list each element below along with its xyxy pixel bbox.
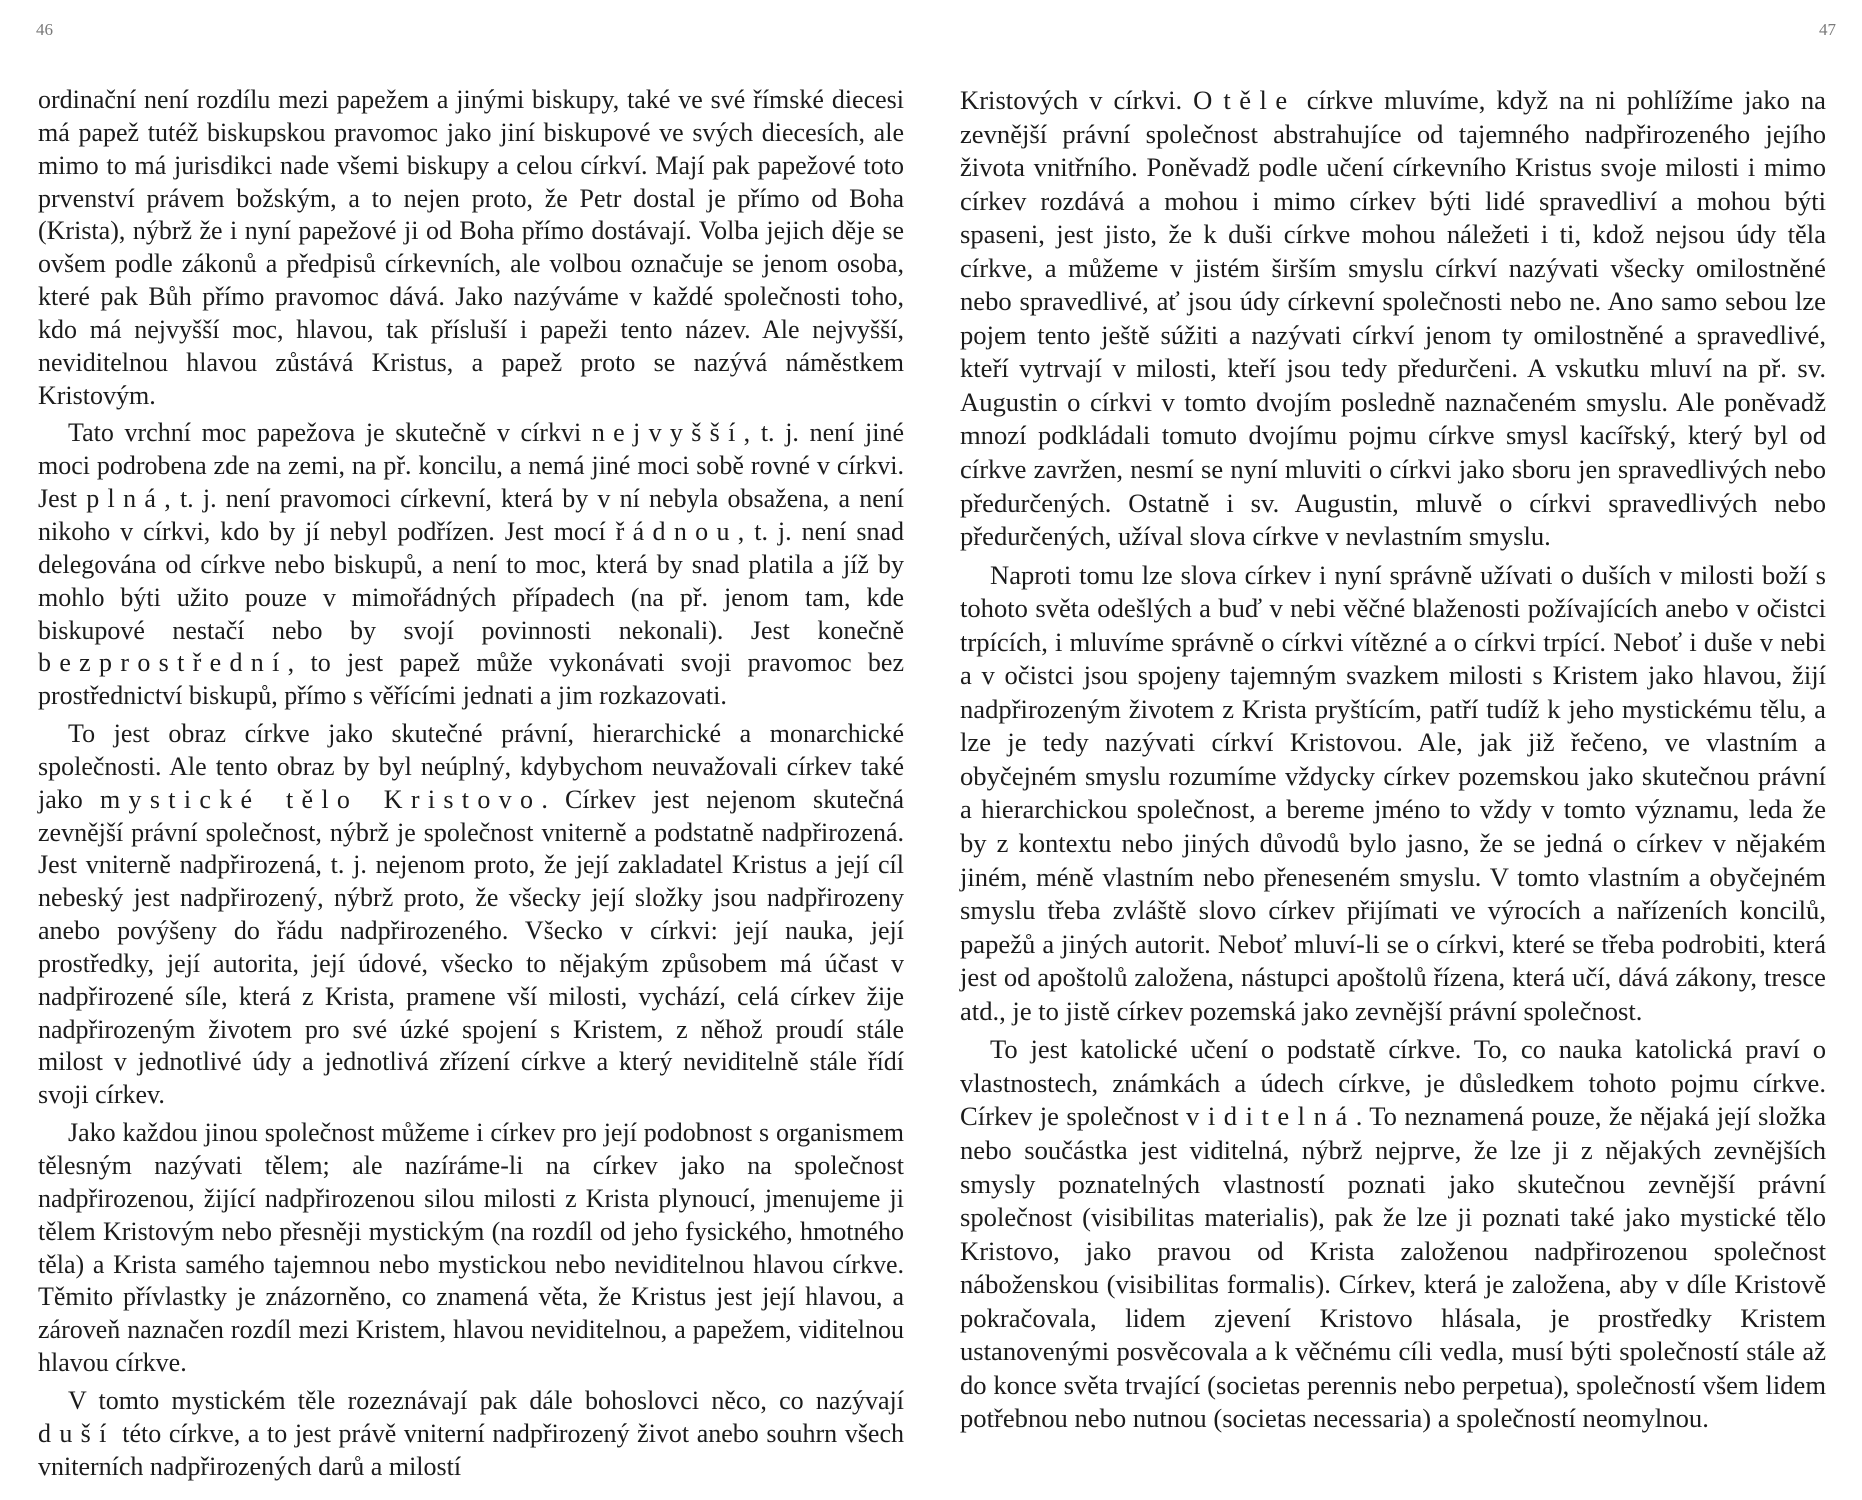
emphasis-text: plná [86,484,165,514]
paragraph-text: Jako každou jinou společnost můžeme i církev pro její podobnost s organismem tělesným nazývati tělem; ale nazíráme-li na církev jako na společnost nadpřirozenou, žijící nadpřirozenou silou milosti z Krista plynoucí, jmenujeme ji tělem Kristovým nebo přesněji mystickým (na rozdíl od jeho fysického, hmotného těla) a Krista samého tajemnou nebo mystickou nebo neviditelnou hlavou církve. Těmito přívlastky je znázorněno, co znamená věta, že Kristus jest její hlavou, a zároveň naznačen rozdíl mezi Kristem, hlavou neviditelnou, a papežem, viditelnou hlavou církve. [38,1118,904,1378]
paragraph-text: . To neznamená pouze, že nějaká její složka nebo součástka jest viditelná, nýbrž nejprve, že lze ji z nějakých zevnějších smysly poznatelných vlastností poznati jako skutečnou zevnější právní společnost (visibilitas materialis), pak že lze ji poznati také jako mystické tělo Kristovo, jako pravou od Krista založenou nadpřirozenou společnost náboženskou (visibilitas formalis). Církev, která je založena, aby v díle Kristově pokračovala, lidem zjevení Kristovo hlásala, je prostředky Kristem ustanovenými posvěcovala a k věčnému cíli vedla, musí býti společností stále až do konce světa trvající (societas perennis nebo perpetua), společností všem lidem potřebnou nebo nutnou (societas necessaria) a společností neomylnou. [960,1101,1826,1434]
emphasis-text: viditelná [1186,1101,1356,1132]
paragraph-text: , t. j. není pravomoci církevní, která by v ní nebyla obsažena, a není nikoho v církvi, kdo by jí nebyl podřízen. Jest mocí [38,484,905,546]
paragraph-text: Kristových v církvi. O [960,85,1224,115]
paragraph [38,1117,904,1380]
page-number-left: 46 [36,20,53,39]
page-number-right: 47 [1819,20,1836,39]
paragraph-text: ordinační není rozdílu mezi papežem a jinými biskupy, také ve své římské diecesi má papež tutéž biskupskou pravomoc jako jiní biskupové ve svých diecesích, ale mimo to má jurisdikci nade všemi biskupy a celou církví. Mají pak papežové toto prvenství právem božským, a to nejen proto, že Petr dostal je přímo od Boha (Krista), nýbrž že i nyní papežové ji od Boha přímo dostávají. Volba jejich děje se ovšem podle zákonů a předpisů církevních, ale volbou označuje se jenom osoba, které pak Bůh přímo pravomoc dává. Jako nazýváme v každé společnosti toho, kdo má nejvyšší moc, hlavou, tak přísluší i papeži tento název. Ale nejvyšší, neviditelnou hlavou zůstává Kristus, a papež proto se nazývá náměstkem Kristovým. [38,85,904,410]
paragraph [38,84,904,412]
paragraph [38,417,904,713]
emphasis-text: řádnou [615,516,738,546]
paragraph [960,559,1826,1029]
paragraph-text: To jest katolické učení o podstatě církve. To, co nauka katolická praví o vlastnostech, známkách a údech církve, je důsledkem tohoto pojmu církve. Církev je společnost [960,1034,1826,1132]
emphasis-text: bezprostřední [38,648,288,678]
paragraph [38,1385,904,1484]
paragraph-text: , to jest papež může vykonávati svoji pravomoc bez prostřednictví biskupů, přímo s věřícími jednati a jim rozkazovati. [38,648,904,711]
emphasis-text: nejvyšší [591,418,744,448]
paragraph-text: Tato vrchní moc papežova je skutečně v církvi [68,418,592,448]
paragraph-text: V tomto mystickém těle rozeznávají pak dále bohoslovci něco, co nazývají [68,1385,904,1415]
paragraph-text: , t. j. není snad delegována od církve nebo biskupů, a není to moc, která by snad platila a jíž by mohlo býti užito pouze v mimořádných případech (na př. jenom tam, kde biskupové nestačí nebo by svojí povinnosti nekonali). Jest konečně [38,516,904,645]
emphasis-text: duší [38,1418,115,1448]
paragraph-text: To jest obraz církve jako skutečné právní, hierarchické a monarchické společnosti. Ale tento obraz by byl neúplný, kdybychom neuvažovali církev také jako [38,719,904,814]
paragraph [960,1033,1826,1436]
emphasis-text: těle [1223,85,1296,115]
left-column [38,84,904,1483]
paragraph-text: , t. j. není jiné moci podrobena zde na zemi, na př. koncilu, a nemá jiné moci sobě rovné v církvi. Jest [38,418,905,514]
paragraph-text: Naproti tomu lze slova církev i nyní správně užívati o duších v milosti boží s tohoto světa odešlých a buď v nebi věčné blaženosti požívajících anebo v očistci trpících, i mluvíme správně o církvi vítězné a o církvi trpící. Neboť i duše v nebi a v očistci jsou spojeny tajemným svazkem milosti s Kristem jako hlavou, žijí nadpřirozeným životem z Krista pryštícím, patří tudíž k jeho mystickému tělu, a lze je tedy nazývati církví Kristovou. Ale, jak již řečeno, ve vlastním a obyčejném smyslu rozumíme vždycky církev pozemskou jako skutečnou právní a hierarchickou společnost, a bereme jméno to vždy v tomto významu, leda že by z kontextu nebo jiných důvodů bylo jasno, že se jedná o církev v nějakém jiném, méně vlastním nebo přeneseném smyslu. V tomto vlastním a obyčejném smyslu třeba zvláště slovo církev přijímati ve výrocích a nařízeních koncilů, papežů a jiných autorit. Neboť mluví-li se o církvi, které se třeba podrobiti, která jest od apoštolů založena, nástupci apoštolů řízena, která učí, dává zákony, tresce atd., je to jistě církev pozemská jako zevnější právní společnost. [960,559,1826,1026]
paragraph [960,84,1826,554]
paragraph-text: církve mluvíme, když na ni pohlížíme jako na zevnější právní společnost abstrahujíce od tajemného nadpřirozeného jejího života vnitřního. Poněvadž podle učení církevního Kristus svoje milosti i mimo církev rozdává a mohou i mimo církev býti lidé spravedliví a mohou býti spaseni, jest jisto, že k duši církve mohou náležeti i ti, kdož nejsou údy těla církve, a můžeme v jistém širším smyslu církví nazývati všecky omilostněné nebo spravedlivé, ať jsou údy církevní společnosti nebo ne. Ano samo sebou lze pojem tento ještě súžiti a nazývati církví jenom ty omilostněné a spravedlivé, kteří vytrvají v milosti, kteří jsou tedy předurčeni. A vskutku mluví na př. sv. Augustin o církvi v tomto dvojím posledně naznačeném smyslu. Ale poněvadž mnozí podkládali tomuto dvojímu pojmu církve smysl kacířský, který byl od církve zavržen, nesmí se nyní mluviti o církvi jako sboru jen spravedlivých nebo předurčených. Ostatně i sv. Augustin, mluvě o církvi spravedlivých nebo předurčených, užíval slova církve v nevlastním smyslu. [960,85,1826,552]
paragraph [38,718,904,1112]
right-column [960,84,1826,1436]
paragraph-text: této církve, a to jest právě vniterní nadpřirozený život anebo souhrn všech vniterních nadpřirozených darů a milostí [38,1418,904,1481]
emphasis-text: mystické tělo Kristovo [99,784,542,814]
paragraph-text: . Církev jest nejenom skutečná zevnější právní společnost, nýbrž je společnost vniterně a podstatně nadpřirozená. Jest vniterně nadpřirozená, t. j. nejenom proto, že její zakladatel Kristus a její cíl nebeský jest nadpřirozený, nýbrž proto, že všecky její složky jsou nadpřirozeny anebo povýšeny do řádu nadpřirozeného. Všecko v církvi: její nauka, její prostředky, její autorita, její údové, všecko to nějakým způsobem má účast v nadpřirozené síle, která z Krista, pramene vší milosti, vychází, celá církev žije nadpřirozeným životem pro své úzké spojení s Kristem, z něhož proudí stále milost v jednotlivé údy a jednotlivá zřízení církve a který neviditelně stále řídí svoji církev. [38,784,905,1110]
